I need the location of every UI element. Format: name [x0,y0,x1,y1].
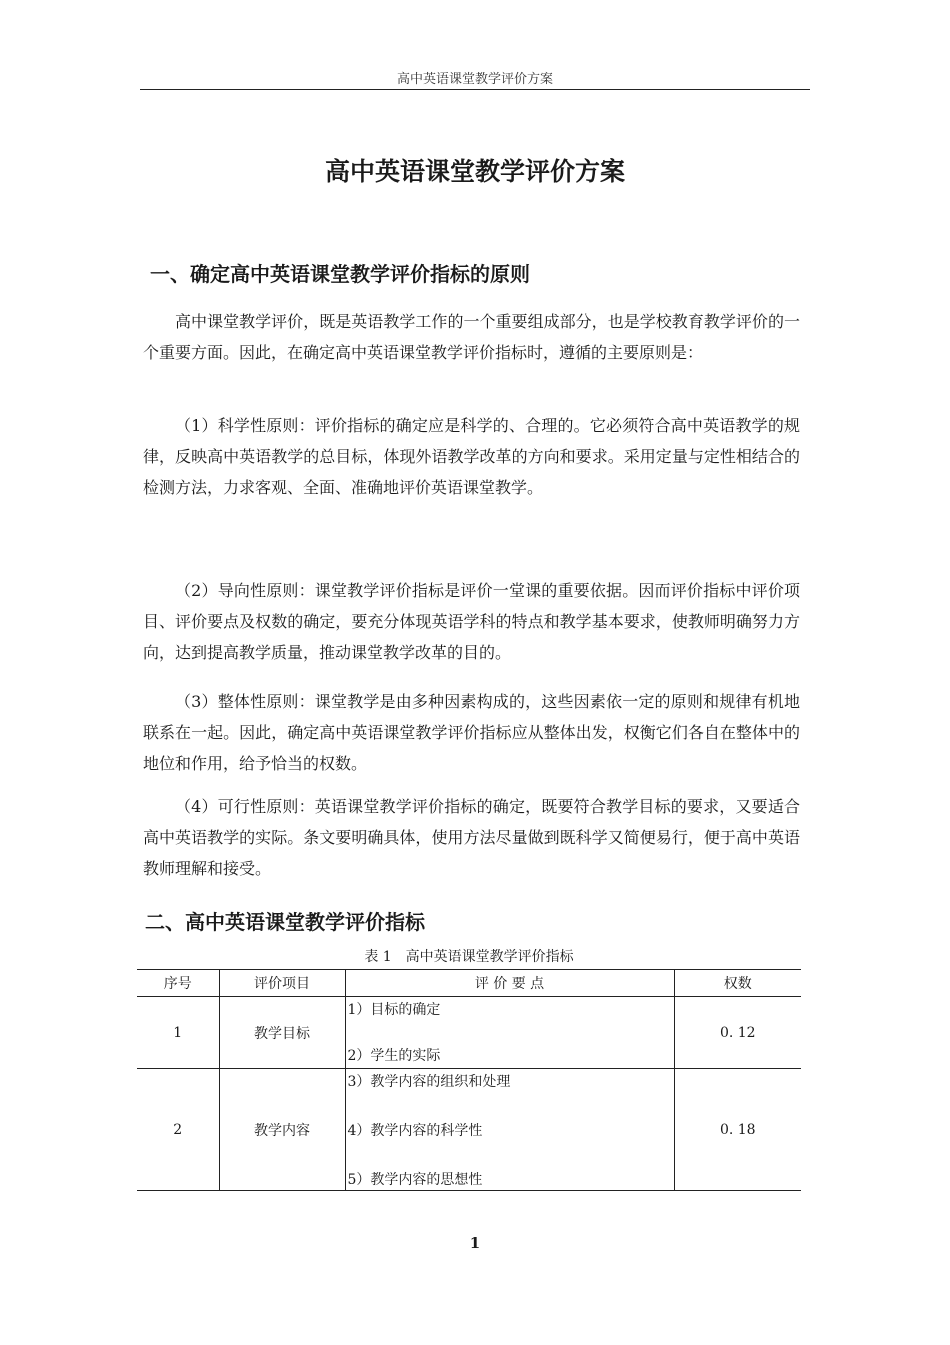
document-title: 高中英语课堂教学评价方案 [324,157,625,186]
table-header-row [137,970,801,997]
intro-paragraph: 高中课堂教学评价，既是英语教学工作的一个重要组成部分，也是学校教育教学评价的一个重要方面。因此，在确定高中英语课堂教学评价指标时，遵循的主要原则是： [143,312,800,362]
point-text: 4）教学内容的科学性 [347,1123,483,1139]
row-no: 2 [137,1069,219,1191]
row-item: 教学目标 [219,997,345,1069]
section-heading-principles: 一、确定高中英语课堂教学评价指标的原则 [150,262,530,286]
row-points [345,1069,674,1191]
header-no: 序号 [137,970,219,997]
principle-feasible-paragraph: （4）可行性原则：英语课堂教学评价指标的确定，既要符合教学目标的要求，又要适合高中英语教学的实际。条文要明确具体，使用方法尽量做到既科学又简便易行，便于高中英语教师理解和接受。 [143,797,800,878]
row-no: 1 [137,997,219,1069]
header-weight: 权数 [674,970,801,997]
row-weight: 0. 18 [674,1069,801,1191]
row-weight: 0. 12 [674,997,801,1069]
table-row [137,1069,801,1191]
point-text: 3）教学内容的组织和处理 [347,1074,511,1090]
header-points: 评 价 要 点 [345,970,674,997]
principle-scientific-paragraph: （1）科学性原则：评价指标的确定应是科学的、合理的。它必须符合高中英语教学的规律，反映高中英语教学的总目标，体现外语教学改革的方向和要求。采用定量与定性相结合的检测方法，力求客观、全面、准确地评价英语课堂教学。 [143,416,800,497]
point-text: 5）教学内容的思想性 [347,1172,483,1188]
running-header: 高中英语课堂教学评价方案 [396,72,553,87]
table-caption: 表 1 高中英语课堂教学评价指标 [364,949,574,965]
point-text: 2）学生的实际 [347,1048,441,1064]
principle-guiding-paragraph: （2）导向性原则：课堂教学评价指标是评价一堂课的重要依据。因而评价指标中评价项目、评价要点及权数的确定，要充分体现英语学科的特点和教学基本要求，使教师明确努力方向，达到提高教学质量，推动课堂教学改革的目的。 [143,581,800,662]
row-item: 教学内容 [219,1069,345,1191]
point-text: 1）目标的确定 [347,1002,441,1018]
header-rule [140,89,810,90]
evaluation-table [137,969,801,1191]
page-number: 1 [469,1234,481,1252]
header-item: 评价项目 [219,970,345,997]
row-points [345,997,674,1069]
section-heading-indicators: 二、高中英语课堂教学评价指标 [145,910,425,934]
principle-holistic-paragraph: （3）整体性原则：课堂教学是由多种因素构成的，这些因素依一定的原则和规律有机地联系在一起。因此，确定高中英语课堂教学评价指标应从整体出发，权衡它们各自在整体中的地位和作用，给予恰当的权数。 [143,692,800,773]
table-row [137,997,801,1069]
